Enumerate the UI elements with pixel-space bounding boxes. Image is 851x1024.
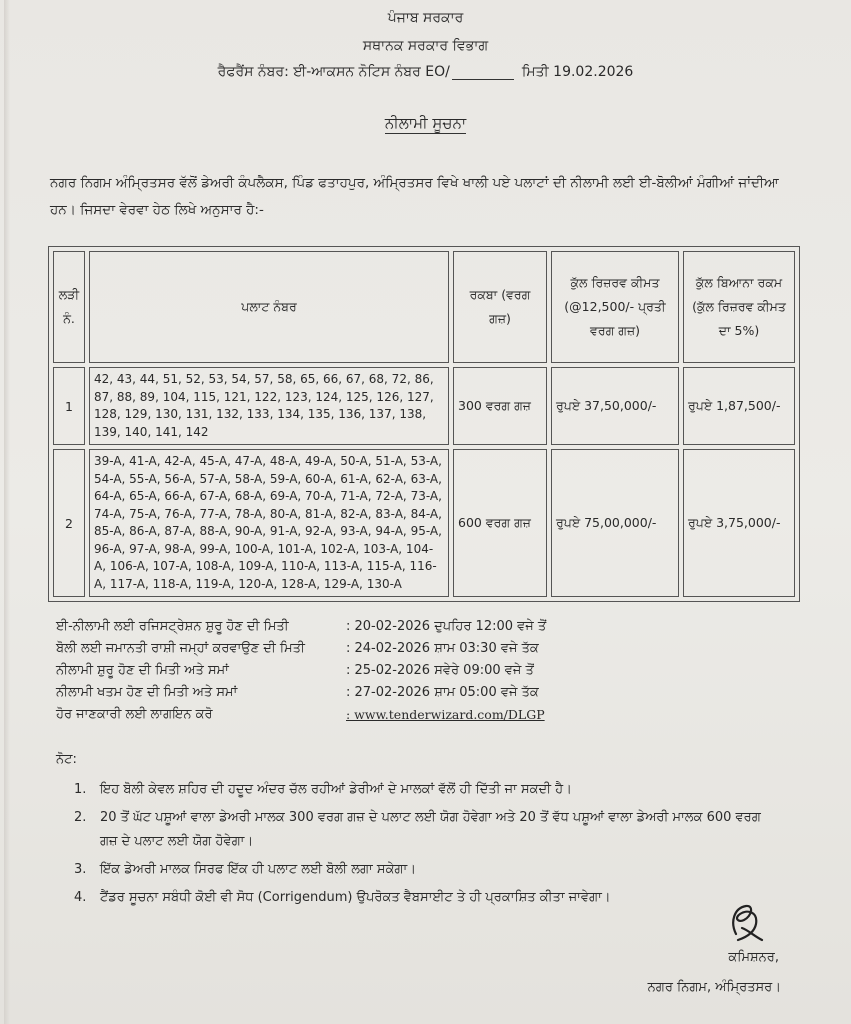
- header-reserve-price: ਕੁੱਲ ਰਿਜ਼ਰਵ ਕੀਮਤ (@12,500/- ਪ੍ਰਤੀ ਵਰਗ ਗਜ਼): [551, 251, 679, 363]
- note-number: 4.: [74, 890, 87, 905]
- note-heading: ਨੋਟ:: [56, 752, 77, 767]
- header-area: ਰਕਬਾ (ਵਰਗ ਗਜ਼): [453, 251, 547, 363]
- plots-table: [48, 246, 800, 602]
- schedule-label: ਬੋਲੀ ਲਈ ਜਮਾਨਤੀ ਰਾਸ਼ੀ ਜਮ੍ਹਾਂ ਕਰਵਾਉਣ ਦੀ ਮਿਤੀ: [56, 641, 305, 656]
- table-row: [53, 367, 795, 445]
- row-earnest-money: ਰੁਪਏ 1,87,500/-: [683, 367, 795, 445]
- schedule-label: ਹੋਰ ਜਾਣਕਾਰੀ ਲਈ ਲਾਗਇਨ ਕਰੋ: [56, 707, 213, 722]
- reference-number: ਰੈਫਰੈਂਸ ਨੰਬਰ: ਈ-ਆਕਸਨ ਨੋਟਿਸ ਨੰਬਰ EO/: [217, 64, 450, 80]
- notes-list: [74, 778, 774, 914]
- signature-icon: [722, 900, 766, 946]
- signatory-office: ਨਗਰ ਨਿਗਮ, ਅੰਮ੍ਰਿਤਸਰ।: [647, 980, 781, 995]
- department-heading: ਸਥਾਨਕ ਸਰਕਾਰ ਵਿਭਾਗ: [362, 38, 489, 54]
- schedule-value: : 25-02-2026 ਸਵੇਰੇ 09:00 ਵਜੇ ਤੋਂ: [346, 663, 534, 678]
- row-earnest-money: ਰੁਪਏ 3,75,000/-: [683, 449, 795, 597]
- row-area: 600 ਵਰਗ ਗਜ਼: [453, 449, 547, 597]
- table-row: [53, 449, 795, 597]
- list-item: [74, 778, 774, 802]
- schedule-label: ਈ-ਨੀਲਾਮੀ ਲਈ ਰਜਿਸਟ੍ਰੇਸ਼ਨ ਸ਼ੁਰੂ ਹੋਣ ਦੀ ਮਿਤੀ: [56, 619, 289, 634]
- reference-blank: [452, 65, 514, 80]
- row-plot-list: 39-A, 41-A, 42-A, 45-A, 47-A, 48-A, 49-A, 50-A, 51-A, 53-A, 54-A, 55-A, 56-A, 57-A, 58-A, 59-A, 60-A, 61-A, 62-A, 63-A, 64-A, 65-A, 66-A, 67-A, 68-A, 69-A, 70-A, 71-A, 72-A, 73-A, 74-A, 75-A, 76-A, 77-A, 78-A, 80-A, 81-A, 82-A, 83-A, 84-A, 85-A, 86-A, 87-A, 88-A, 90-A, 91-A, 92-A, 93-A, 94-A, 95-A, 96-A, 97-A, 98-A, 99-A, 100-A, 101-A, 102-A, 103-A, 104-A, 106-A, 107-A, 108-A, 109-A, 110-A, 113-A, 115-A, 116-A, 117-A, 118-A, 119-A, 120-A, 128-A, 129-A, 130-A: [89, 449, 449, 597]
- intro-paragraph: ਨਗਰ ਨਿਗਮ ਅੰਮ੍ਰਿਤਸਰ ਵੱਲੋਂ ਡੇਅਰੀ ਕੰਪਲੈਕਸ, ਪਿੰਡ ਫਤਾਹਪੁਰ, ਅੰਮ੍ਰਿਤਸਰ ਵਿਖੇ ਖਾਲੀ ਪਏ ਪਲਾਟਾਂ ਦੀ ਨੀਲਾਮੀ ਲਈ ਈ-ਬੋਲੀਆਂ ਮੰਗੀਆਂ ਜਾਂਦੀਆ ਹਨ। ਜਿਸਦਾ ਵੇਰਵਾ ਹੇਠ ਲਿਖੇ ਅਨੁਸਾਰ ਹੈ:-: [50, 175, 779, 218]
- header-sr-no: ਲੜੀ ਨੰ.: [53, 251, 85, 363]
- list-item: [74, 806, 774, 854]
- schedule-row: [56, 704, 816, 726]
- row-reserve-price: ਰੁਪਏ 75,00,000/-: [551, 449, 679, 597]
- page-edge-shadow: [4, 0, 10, 1024]
- reference-line: [0, 64, 851, 80]
- row-reserve-price: ਰੁਪਏ 37,50,000/-: [551, 367, 679, 445]
- row-sr-no: 1: [53, 367, 85, 445]
- schedule-row: [56, 616, 816, 638]
- list-item: [74, 886, 774, 910]
- header-earnest-money: ਕੁੱਲ ਬਿਆਨਾ ਰਕਮ (ਕੁੱਲ ਰਿਜ਼ਰਵ ਕੀਮਤ ਦਾ 5%): [683, 251, 795, 363]
- schedule-value: : 20-02-2026 ਦੁਪਹਿਰ 12:00 ਵਜੇ ਤੋਂ: [346, 619, 547, 634]
- note-number: 3.: [74, 862, 87, 877]
- note-text: ਟੈਂਡਰ ਸੂਚਨਾ ਸਬੰਧੀ ਕੋਈ ਵੀ ਸੋਧ (Corrigendum) ਉਪਰੋਕਤ ਵੈਬਸਾਈਟ ਤੇ ਹੀ ਪ੍ਰਕਾਸ਼ਿਤ ਕੀਤਾ ਜਾਵੇਗਾ।: [100, 890, 611, 905]
- schedule-row: [56, 660, 816, 682]
- list-item: [74, 858, 774, 882]
- note-text: ਇੱਕ ਡੇਅਰੀ ਮਾਲਕ ਸਿਰਫ ਇੱਕ ਹੀ ਪਲਾਟ ਲਈ ਬੋਲੀ ਲਗਾ ਸਕੇਗਾ।: [100, 862, 416, 877]
- schedule-row: [56, 638, 816, 660]
- schedule-value: : 24-02-2026 ਸ਼ਾਮ 03:30 ਵਜੇ ਤੱਕ: [346, 641, 539, 656]
- header-plot-number: ਪਲਾਟ ਨੰਬਰ: [89, 251, 449, 363]
- note-number: 1.: [74, 782, 87, 797]
- table-header-row: [53, 251, 795, 363]
- tenderwizard-link[interactable]: : www.tenderwizard.com/DLGP: [346, 707, 545, 722]
- row-area: 300 ਵਰਗ ਗਜ਼: [453, 367, 547, 445]
- signatory-designation: ਕਮਿਸ਼ਨਰ,: [728, 950, 779, 965]
- row-plot-list: 42, 43, 44, 51, 52, 53, 54, 57, 58, 65, 66, 67, 68, 72, 86, 87, 88, 89, 104, 115, 121, 122, 123, 124, 125, 126, 127, 128, 129, 130, 131, 132, 133, 134, 135, 136, 137, 138, 139, 140, 141, 142: [89, 367, 449, 445]
- schedule-row: [56, 682, 816, 704]
- schedule-label: ਨੀਲਾਮੀ ਖਤਮ ਹੋਣ ਦੀ ਮਿਤੀ ਅਤੇ ਸਮਾਂ: [56, 685, 238, 700]
- notice-date: ਮਿਤੀ 19.02.2026: [521, 64, 634, 80]
- note-text: ਇਹ ਬੋਲੀ ਕੇਵਲ ਸ਼ਹਿਰ ਦੀ ਹਦੂਦ ਅੰਦਰ ਚੱਲ ਰਹੀਆਂ ਡੇਰੀਆਂ ਦੇ ਮਾਲਕਾਂ ਵੱਲੋਂ ਹੀ ਦਿੱਤੀ ਜਾ ਸਕਦੀ ਹੈ।: [100, 782, 572, 797]
- government-heading: ਪੰਜਾਬ ਸਰਕਾਰ: [387, 10, 464, 26]
- auction-schedule: [56, 616, 816, 726]
- note-text: 20 ਤੋਂ ਘੱਟ ਪਸ਼ੂਆਂ ਵਾਲਾ ਡੇਅਰੀ ਮਾਲਕ 300 ਵਰਗ ਗਜ਼ ਦੇ ਪਲਾਟ ਲਈ ਯੋਗ ਹੋਵੇਗਾ ਅਤੇ 20 ਤੋਂ ਵੱਧ ਪਸ਼ੂਆਂ ਵਾਲਾ ਡੇਅਰੀ ਮਾਲਕ 600 ਵਰਗ ਗਜ਼ ਦੇ ਪਲਾਟ ਲਈ ਯੋਗ ਹੋਵੇਗਾ।: [100, 810, 761, 849]
- note-number: 2.: [74, 810, 87, 825]
- notice-title: ਨੀਲਾਮੀ ਸੂਚਨਾ: [384, 114, 467, 132]
- schedule-value: : 27-02-2026 ਸ਼ਾਮ 05:00 ਵਜੇ ਤੱਕ: [346, 685, 539, 700]
- row-sr-no: 2: [53, 449, 85, 597]
- schedule-label: ਨੀਲਾਮੀ ਸ਼ੁਰੂ ਹੋਣ ਦੀ ਮਿਤੀ ਅਤੇ ਸਮਾਂ: [56, 663, 229, 678]
